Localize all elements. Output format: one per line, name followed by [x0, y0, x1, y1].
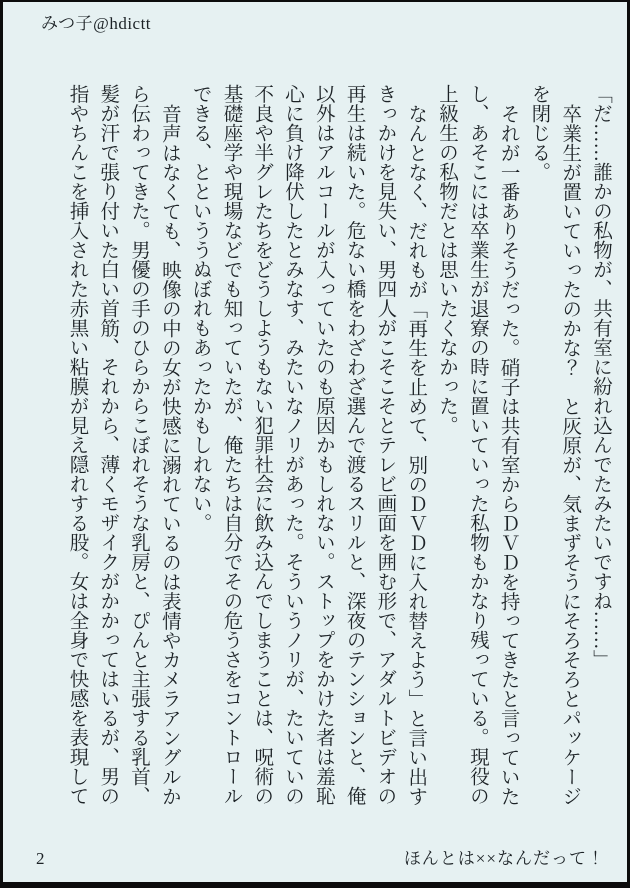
paragraph: 卒業生が置いていったのかな？ と灰原が、気まずそうにそろそろとパッケージを閉じる。	[528, 84, 581, 806]
paragraph: 音声はなくても、映像の中の女が快感に溺れているのは表情やカメラアングルから伝わってきた。男優の手のひらからこぼれそうな乳房と、ぴんと主張する乳首、髪が汗で張り付いた白い首筋、それから、薄くモザイクがかかってはいるが、男の指やちんこを挿入された赤黒い粘膜が見え隠れする股。女は全身で快感を表現して	[66, 84, 180, 806]
paragraph: それが一番ありそうだった。硝子は共有室からＤＶＤを持ってきたと言っていたし、あそこには卒業生が退寮の時に置いていった私物もかなり残っている。現役の上級生の私物だとは思いたくなかった。	[436, 84, 519, 806]
paragraph: なんとなく、だれもが「再生を止めて、別のＤＶＤに入れ替えよう」と言い出すきっかけを見失い、男四人がこそこそとテレビ画面を囲む形で、アダルトビデオの再生は続いた。危ない橋をわざわざ選んで渡るスリルと、深夜のテンションと、俺以外はアルコールが入っていたのも原因かもしれない。ストップをかけた者は羞恥心に負け降伏したとみなす、みたいなノリがあった。そういうノリが、たいていの不良や半グレたちをどうしようもない犯罪社会に飲み込んでしまうことは、呪術の基礎座学や現場などでも知っていたが、俺たちは自分でその危うさをコントロールできる、とといううぬぼれもあったかもしれない。	[189, 84, 427, 806]
footer-title: ほんとは××なんだって！	[403, 849, 605, 868]
paragraph: 「だ……誰かの私物が、共有室に紛れ込んでたみたいですね……」	[590, 84, 611, 669]
vertical-text-body	[55, 84, 615, 812]
author-handle: みつ子@hdictt	[41, 14, 152, 33]
page-number: 2	[36, 849, 45, 868]
